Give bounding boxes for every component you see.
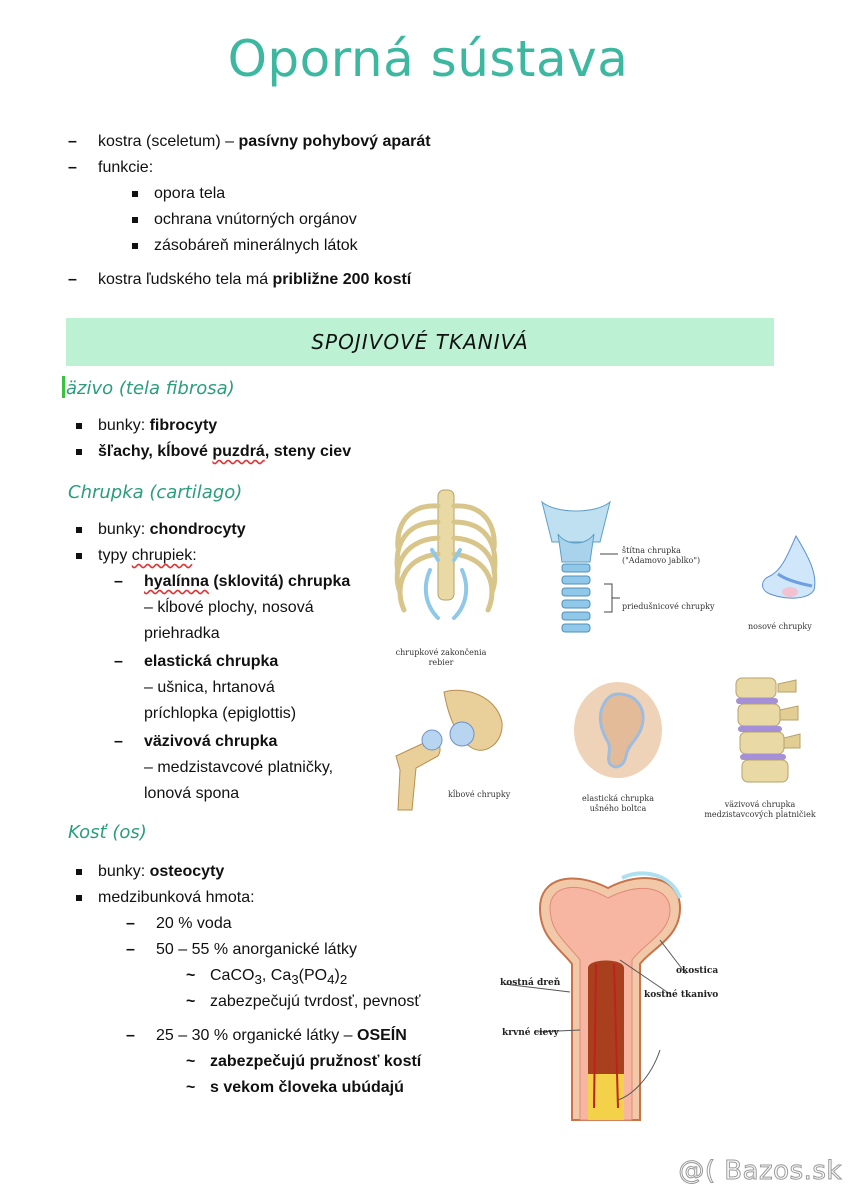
watermark: @( Bazos.sk [678, 1156, 842, 1186]
label-okostica: okostica [676, 966, 719, 976]
list-item: šľachy, kĺbové puzdrá, steny ciev [98, 443, 352, 460]
list-item: – funkcie: [98, 158, 153, 178]
list-item: ochrana vnútorných orgánov [154, 211, 357, 228]
list-item: – väzivová chrupka [144, 732, 277, 752]
section-banner: SPOJIVOVÉ TKANIVÁ [66, 318, 774, 366]
list-item: ~ s vekom človeka ubúdajú [210, 1078, 404, 1098]
section-heading-chrupka: Chrupka (cartilago) [68, 482, 243, 503]
list-item: bunky: osteocyty [98, 863, 225, 880]
label-kostne-tkanivo: kostné tkanivo [644, 990, 719, 1000]
text-cursor [62, 376, 65, 398]
caption-vazivova: väzivová chrupka medzistavcových platničiek [704, 800, 816, 819]
list-item: – 20 % voda [156, 914, 232, 934]
ribcage-illustration [386, 488, 506, 638]
ear-illustration [572, 680, 664, 780]
list-item: ~ CaCO$_3$, $Ca_3(PO_4)_2$ [210, 966, 347, 990]
list-item: typy chrupiek: [98, 547, 197, 564]
bone-pointer-lines [500, 900, 690, 1100]
page-title: Oporná sústava [227, 30, 629, 88]
list-item-detail: priehradka [144, 625, 220, 642]
list-item: – kostra ľudského tela má približne 200 kostí [98, 270, 411, 290]
caption-klbove: kĺbové chrupky [448, 790, 511, 799]
caption-rebra: chrupkové zakončenia rebier [395, 648, 487, 667]
section-heading-kost: Kosť (os) [68, 822, 147, 843]
caption-stitna: štítna chrupka ("Adamovo jablko") [622, 546, 701, 565]
list-item-detail: – medzistavcové platničky, [144, 759, 334, 776]
list-item-detail: – ušnica, hrtanová [144, 679, 275, 696]
label-krvne-cievy: krvné cievy [502, 1028, 559, 1038]
list-item: ~ zabezpečujú tvrdosť, pevnosť [210, 992, 420, 1012]
list-item: – elastická chrupka [144, 652, 278, 672]
list-item: ~ zabezpečujú pružnosť kostí [210, 1052, 421, 1072]
list-item: bunky: fibrocyty [98, 417, 218, 434]
list-item-detail: – kĺbové plochy, nosová [144, 599, 314, 616]
nose-illustration [756, 534, 820, 604]
list-item: medzibunková hmota: [98, 889, 255, 906]
label-kostna-dren: kostná dreň [500, 978, 561, 988]
section-heading-vazivo: äzivo (tela fibrosa) [62, 376, 235, 399]
list-item: bunky: chondrocyty [98, 521, 246, 538]
spine-illustration [722, 674, 802, 796]
list-item: opora tela [154, 185, 226, 202]
list-item: – 50 – 55 % anorganické látky [156, 940, 357, 960]
caption-priedusnicove: priedušnicové chrupky [622, 602, 715, 611]
caption-elasticka: elastická chrupka ušného boltca [582, 794, 654, 813]
list-item: – 25 – 30 % organické látky – OSEÍN [156, 1026, 407, 1046]
list-item: zásobáreň minerálnych látok [154, 237, 358, 254]
list-item-detail: lonová spona [144, 785, 240, 802]
list-item-detail: príchlopka (epiglottis) [144, 705, 297, 722]
pointer-lines [600, 540, 620, 620]
caption-nosove: nosové chrupky [748, 622, 812, 631]
list-item: – kostra (sceletum) – pasívny pohybový aparát [98, 132, 431, 152]
list-item: – hyalínna (sklovitá) chrupka [144, 572, 350, 592]
